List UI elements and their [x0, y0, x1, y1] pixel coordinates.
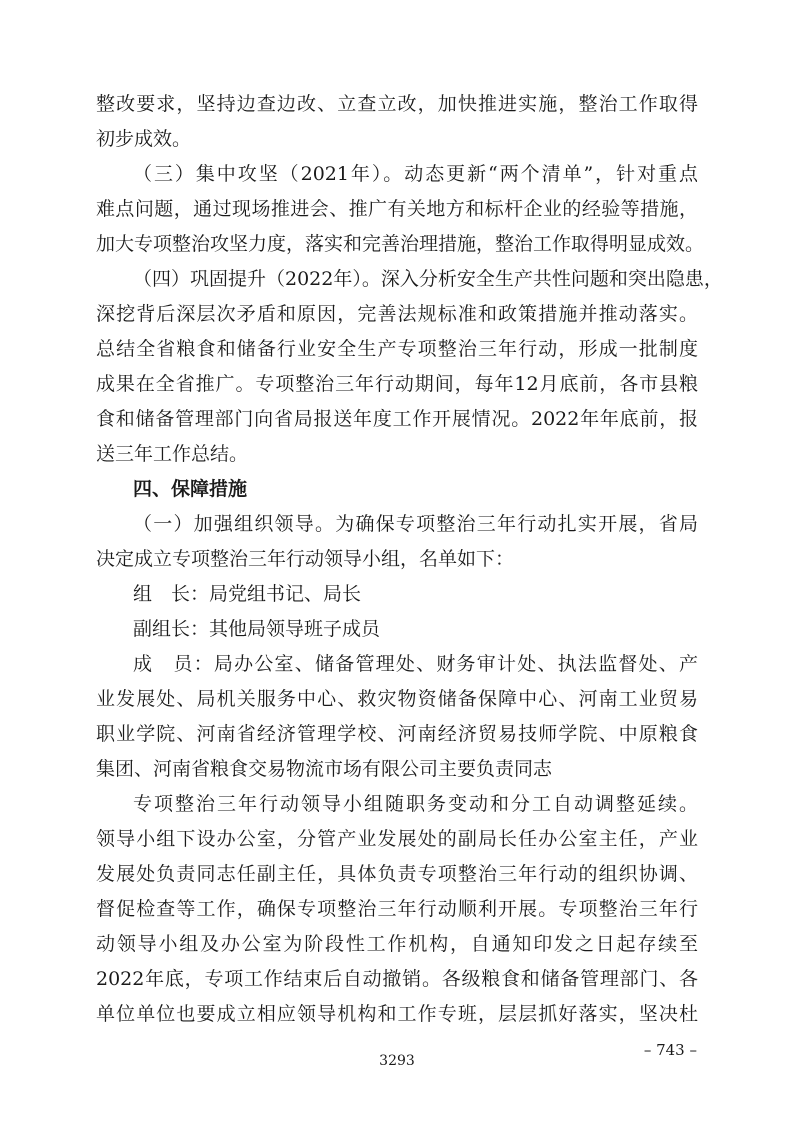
leader-line: 组 长：局党组书记、局长	[133, 583, 362, 605]
section-3-line: （三）集中攻坚（2021年）。动态更新“两个清单”，针对重点	[133, 163, 698, 185]
subsection-line: （一）加强组织领导。为确保专项整治三年行动扎实开展，省局	[133, 513, 698, 535]
body-line: 难点问题，通过现场推进会、推广有关地方和标杆企业的经验等措施，	[96, 198, 698, 220]
body-line: 发展处负责同志任副主任，具体负责专项整治三年行动的组织协调、	[96, 863, 698, 885]
body-line: 深挖背后深层次矛盾和原因，完善法规标准和政策措施并推动落实。	[96, 303, 698, 325]
body-line: 集团、河南省粮食交易物流市场有限公司主要负责同志	[96, 758, 553, 780]
page-number: – 743 –	[643, 1041, 697, 1059]
body-line: 加大专项整治攻坚力度，落实和完善治理措施，整治工作取得明显成效。	[96, 233, 705, 255]
body-line: 督促检查等工作，确保专项整治三年行动顺利开展。专项整治三年行	[96, 898, 698, 920]
paragraph-line: 专项整治三年行动领导小组随职务变动和分工自动调整延续。	[133, 793, 698, 815]
section-heading: 四、保障措施	[133, 478, 248, 500]
body-line: 送三年工作总结。	[96, 443, 249, 465]
body-line: 初步成效。	[96, 128, 192, 150]
body-line: 业发展处、局机关服务中心、救灾物资储备保障中心、河南工业贸易	[96, 688, 698, 710]
body-line: 动领导小组及办公室为阶段性工作机构，自通知印发之日起存续至	[96, 933, 698, 955]
body-line: 整改要求，坚持边查边改、立查立改，加快推进实施，整治工作取得	[96, 93, 698, 115]
members-line: 成 员：局办公室、储备管理处、财务审计处、执法监督处、产	[133, 653, 698, 675]
body-line: 职业学院、河南省经济管理学校、河南经济贸易技师学院、中原粮食	[96, 723, 698, 745]
body-line: 领导小组下设办公室，分管产业发展处的副局长任办公室主任，产业	[96, 828, 698, 850]
body-line: 2022年底，专项工作结束后自动撤销。各级粮食和储备管理部门、各	[96, 968, 698, 990]
section-4-line: （四）巩固提升（2022年）。深入分析安全生产共性问题和突出隐患，	[133, 268, 723, 290]
body-line: 总结全省粮食和储备行业安全生产专项整治三年行动，形成一批制度	[96, 338, 698, 360]
stamp-number: 3293	[379, 1053, 415, 1069]
body-line: 成果在全省推广。专项整治三年行动期间，每年12月底前，各市县粮	[96, 373, 698, 395]
body-line: 单位单位也要成立相应领导机构和工作专班，层层抓好落实，坚决杜	[96, 1003, 698, 1025]
body-line: 决定成立专项整治三年行动领导小组，名单如下：	[96, 548, 515, 570]
body-line: 食和储备管理部门向省局报送年度工作开展情况。2022年年底前，报	[96, 408, 698, 430]
deputy-leader-line: 副组长：其他局领导班子成员	[133, 618, 381, 640]
